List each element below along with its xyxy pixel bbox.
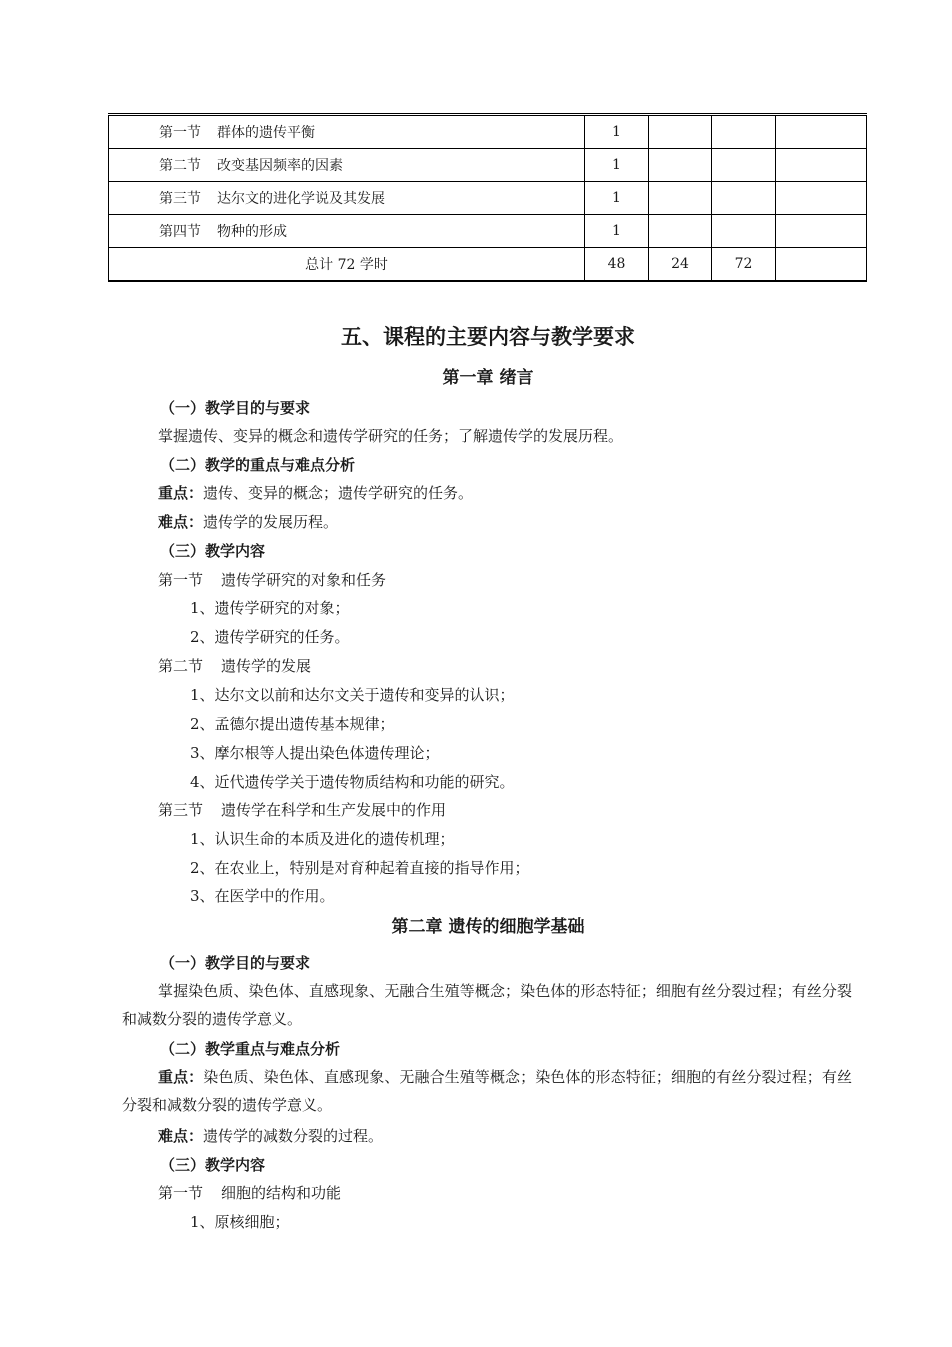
empty-cell (776, 215, 867, 248)
ch1-content-heading: （三）教学内容 (160, 542, 266, 560)
main-heading: 五、课程的主要内容与教学要求 (341, 325, 635, 349)
list-item: 2、孟德尔提出遗传基本规律； (190, 715, 395, 733)
ch1-key-points: 重点：遗传、变异的概念；遗传学研究的任务。 (158, 484, 474, 502)
row-section-name: 第一节 群体的遗传平衡 (109, 115, 585, 149)
empty-cell (649, 115, 712, 149)
row-section-name: 第四节 物种的形成 (109, 215, 585, 248)
empty-cell (712, 115, 776, 149)
total-lecture-hours: 48 (585, 248, 649, 282)
empty-cell (776, 115, 867, 149)
empty-cell (776, 248, 867, 282)
empty-cell (776, 182, 867, 215)
ch2-difficult-points: 难点：遗传学的减数分裂的过程。 (158, 1127, 384, 1145)
chapter1-title: 第一章 绪言 (442, 368, 534, 388)
schedule-table (108, 113, 867, 282)
row-section-name: 第三节 达尔文的进化学说及其发展 (109, 182, 585, 215)
total-label: 总计 72 学时 (109, 248, 585, 282)
ch1-section1-heading: 第一节 遗传学研究的对象和任务 (158, 571, 387, 589)
empty-cell (649, 149, 712, 182)
empty-cell (712, 182, 776, 215)
list-item: 1、遗传学研究的对象； (190, 599, 350, 617)
hours-cell: 1 (585, 215, 649, 248)
list-item: 4、近代遗传学关于遗传物质结构和功能的研究。 (190, 773, 515, 791)
list-item: 1、达尔文以前和达尔文关于遗传和变异的认识； (190, 686, 515, 704)
table-row (109, 215, 867, 248)
total-hours: 72 (712, 248, 776, 282)
list-item: 2、遗传学研究的任务。 (190, 628, 350, 646)
hours-cell: 1 (585, 182, 649, 215)
ch1-keypoints-heading: （二）教学的重点与难点分析 (160, 456, 356, 474)
hours-cell: 1 (585, 115, 649, 149)
table-row (109, 115, 867, 149)
list-item: 3、摩尔根等人提出染色体遗传理论； (190, 744, 440, 762)
ch2-content-heading: （三）教学内容 (160, 1156, 266, 1174)
ch1-difficult-points: 难点：遗传学的发展历程。 (158, 513, 339, 531)
ch2-objectives-heading: （一）教学目的与要求 (160, 954, 311, 972)
list-item: 3、在医学中的作用。 (190, 887, 335, 905)
empty-cell (712, 215, 776, 248)
ch2-keypoints-heading: （二）教学重点与难点分析 (160, 1040, 341, 1058)
empty-cell (776, 149, 867, 182)
row-section-name: 第二节 改变基因频率的因素 (109, 149, 585, 182)
empty-cell (712, 149, 776, 182)
list-item: 1、认识生命的本质及进化的遗传机理； (190, 830, 455, 848)
ch1-objectives-heading: （一）教学目的与要求 (160, 399, 311, 417)
ch1-section3-heading: 第三节 遗传学在科学和生产发展中的作用 (158, 801, 447, 819)
ch1-objectives-text: 掌握遗传、变异的概念和遗传学研究的任务；了解遗传学的发展历程。 (158, 427, 624, 445)
chapter2-title: 第二章 遗传的细胞学基础 (391, 917, 585, 937)
ch2-objectives-text: 掌握染色质、染色体、直感现象、无融合生殖等概念；染色体的形态特征；细胞有丝分裂过程；有丝分裂和减数分裂的遗传学意义。 (122, 982, 852, 1028)
table-row (109, 182, 867, 215)
table-total-row (109, 248, 867, 282)
total-lab-hours: 24 (649, 248, 712, 282)
ch2-section1-heading: 第一节 细胞的结构和功能 (158, 1184, 342, 1202)
difficult-label: 难点： (158, 513, 204, 531)
hours-cell: 1 (585, 149, 649, 182)
key-label: 重点： (158, 484, 204, 502)
table-row (109, 149, 867, 182)
ch1-section2-heading: 第二节 遗传学的发展 (158, 657, 312, 675)
list-item: 1、原核细胞； (190, 1213, 290, 1231)
empty-cell (649, 215, 712, 248)
ch2-key-points: 重点：染色质、染色体、直感现象、无融合生殖等概念；染色体的形态特征；细胞的有丝分裂过程；有丝分裂和减数分裂的遗传学意义。 (122, 1068, 852, 1114)
key-label: 重点： (158, 1068, 204, 1086)
difficult-label: 难点： (158, 1127, 204, 1145)
list-item: 2、在农业上，特别是对育种起着直接的指导作用； (190, 859, 530, 877)
empty-cell (649, 182, 712, 215)
